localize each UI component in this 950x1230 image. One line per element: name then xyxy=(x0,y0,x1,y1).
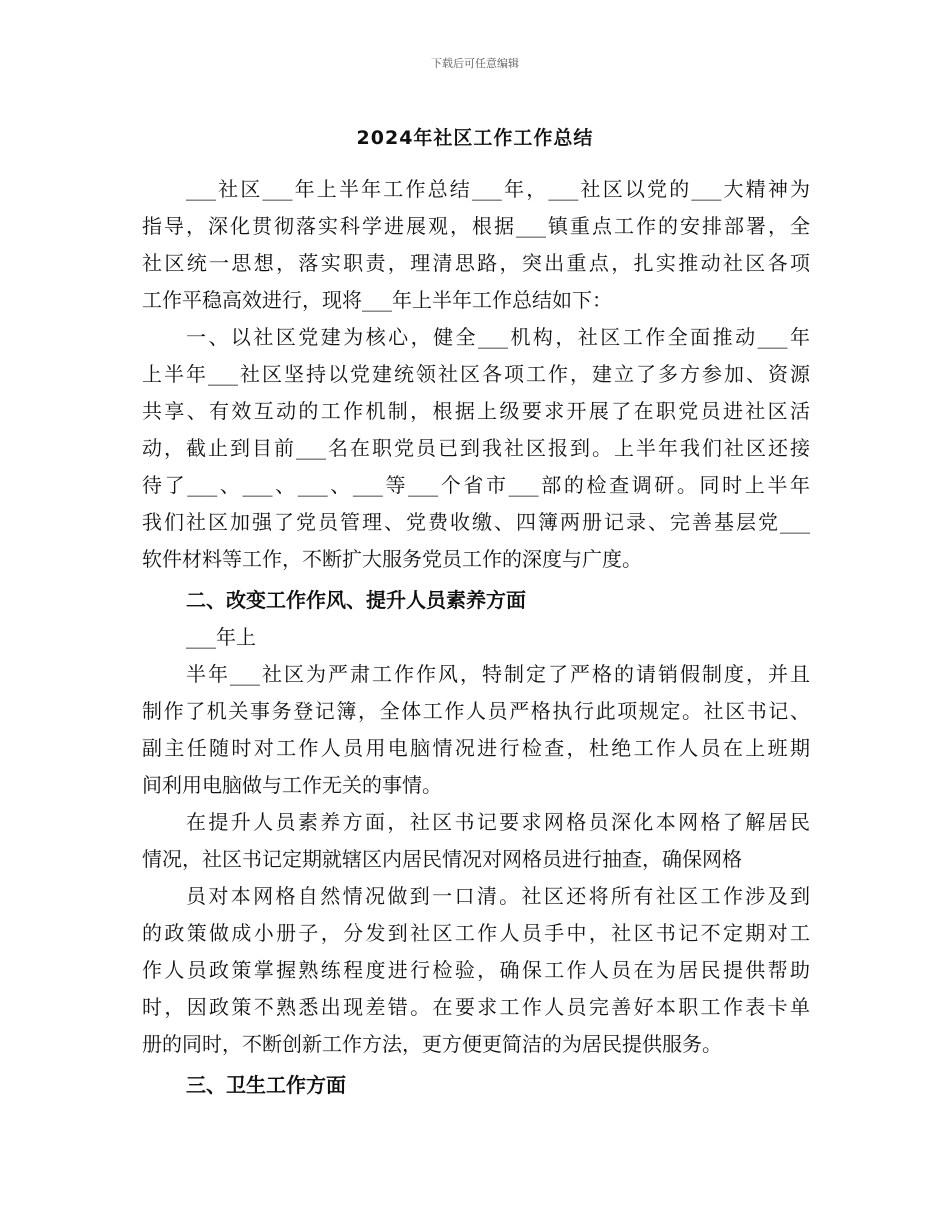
document-body xyxy=(142,171,810,1104)
paragraph-line: 共享、有效互动的工作机制，根据上级要求开展了在职党员进社区活 xyxy=(142,399,810,423)
paragraph-line: 社区统一思想，落实职责，理清思路，突出重点，扎实推动社区各项 xyxy=(142,251,810,275)
paragraph-line: 作人员政策掌握熟练程度进行检验，确保工作人员在为居民提供帮助 xyxy=(142,958,810,982)
paragraph-line: 间利用电脑做与工作无关的事情。 xyxy=(142,773,442,797)
paragraph-line: 上半年___社区坚持以党建统领社区各项工作，建立了多方参加、资源 xyxy=(142,362,810,386)
paragraph-line: 我们社区加强了党员管理、党费收缴、四簿两册记录、完善基层党___ xyxy=(142,510,810,534)
paragraph-line: 软件材料等工作，不断扩大服务党员工作的深度与广度。 xyxy=(142,547,642,571)
paragraph-line: ___年上 xyxy=(186,625,256,649)
paragraph-line: 的政策做成小册子，分发到社区工作人员手中，社区书记不定期对工 xyxy=(142,921,810,945)
section-heading: 二、改变工作作风、提升人员素养方面 xyxy=(186,588,526,612)
paragraph-line: ___社区___年上半年工作总结___年，___社区以党的___大精神为 xyxy=(186,177,810,201)
paragraph-line: 动，截止到目前___名在职党员已到我社区报到。上半年我们社区还接 xyxy=(142,436,810,460)
paragraph-line: 时，因政策不熟悉出现差错。在要求工作人员完善好本职工作表卡单 xyxy=(142,995,810,1019)
paragraph-line: 指导，深化贯彻落实科学进展观，根据___镇重点工作的安排部署，全 xyxy=(142,214,810,238)
paragraph-line: 一、以社区党建为核心，健全___机构，社区工作全面推动___年 xyxy=(186,325,810,349)
header-note: 下载后可任意编辑 xyxy=(431,57,519,70)
paragraph-line: 半年___社区为严肃工作作风，特制定了严格的请销假制度，并且 xyxy=(186,662,810,686)
paragraph-line: 制作了机关事务登记簿，全体工作人员严格执行此项规定。社区书记、 xyxy=(142,699,810,723)
document-title: 2024年社区工作工作总结 xyxy=(356,127,594,149)
paragraph-line: 情况，社区书记定期就辖区内居民情况对网格员进行抽查，确保网格 xyxy=(142,847,742,871)
paragraph-line: 册的同时，不断创新工作方法，更方便更简洁的为居民提供服务。 xyxy=(142,1032,722,1056)
paragraph-line: 员对本网格自然情况做到一口清。社区还将所有社区工作涉及到 xyxy=(186,884,810,908)
paragraph-line: 工作平稳高效进行，现将___年上半年工作总结如下： xyxy=(142,288,612,312)
paragraph-line: 在提升人员素养方面，社区书记要求网格员深化本网格了解居民 xyxy=(186,810,810,834)
paragraph-line: 待了___、___、___、___等___个省市___部的检查调研。同时上半年 xyxy=(142,473,810,497)
section-heading: 三、卫生工作方面 xyxy=(186,1073,346,1097)
paragraph-line: 副主任随时对工作人员用电脑情况进行检查，杜绝工作人员在上班期 xyxy=(142,736,810,760)
